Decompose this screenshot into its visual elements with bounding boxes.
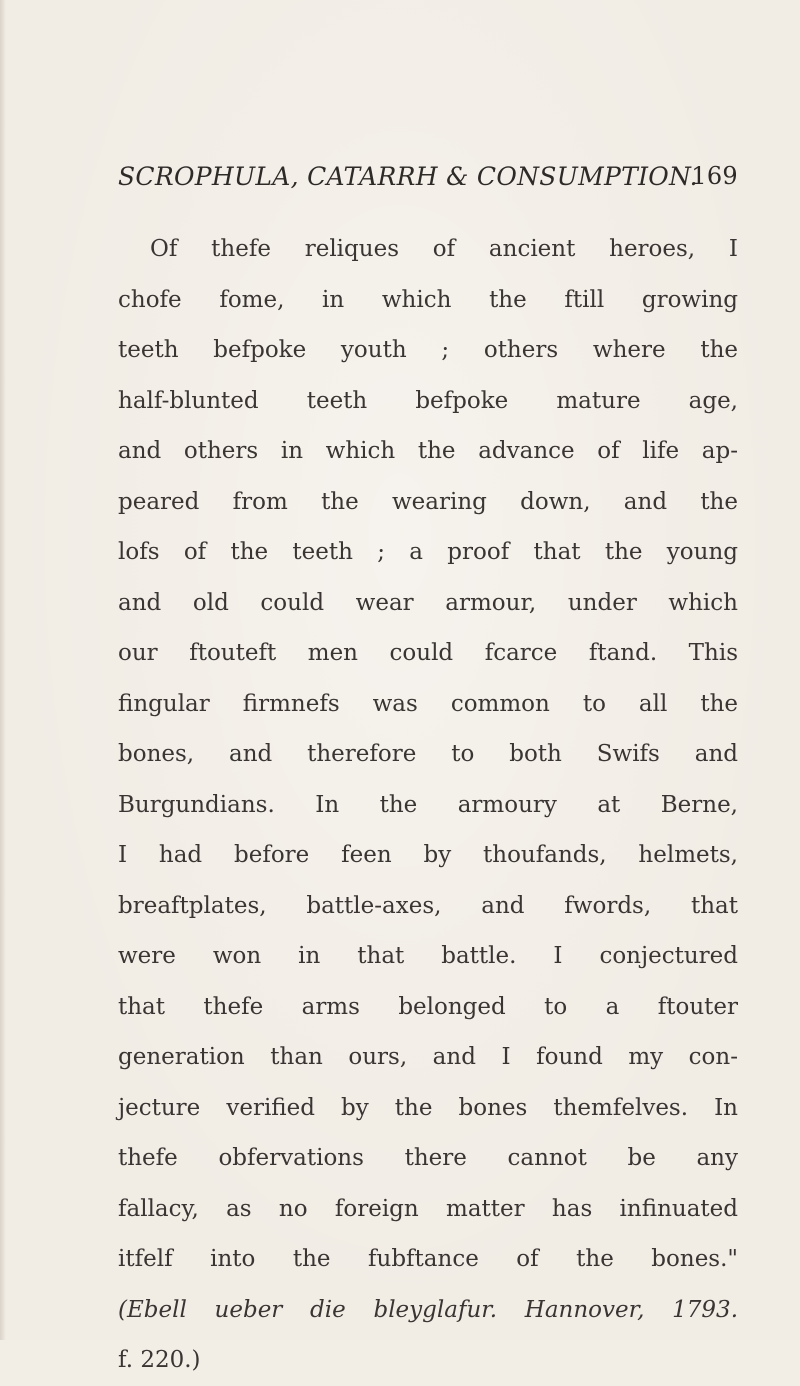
text-line: peared from the wearing down, and the <box>118 488 738 515</box>
text-line: jecture verified by the bones themfelves. In <box>118 1094 738 1121</box>
page-edge <box>0 0 6 1340</box>
text-line: our ftouteft men could fcarce ftand. This <box>118 640 738 666</box>
text-line: that thefe arms belonged to a ftouter <box>118 993 738 1020</box>
text-line: breaftplates, battle-axes, and fwords, that <box>118 892 738 919</box>
text-line: and others in which the advance of life ap- <box>118 438 738 464</box>
citation-line: f. 220.) <box>118 1347 201 1373</box>
text-line: thefe obfervations there cannot be any <box>118 1145 738 1171</box>
text-line: generation than ours, and I found my con- <box>118 1044 738 1070</box>
text-line: teeth befpoke youth ; others where the <box>118 337 738 363</box>
body-text <box>118 224 738 1386</box>
text-line: bones, and therefore to both Swifs and <box>118 741 738 767</box>
text-line: Of thefe reliques of ancient heroes, I <box>150 236 738 262</box>
running-head-title: SCROPHULA, CATARRH & CONSUMPTION. <box>118 162 698 191</box>
text-line: and old could wear armour, under which <box>118 589 738 616</box>
text-line: chofe fome, in which the ftill growing <box>118 286 738 313</box>
text-line: were won in that battle. I conjectured <box>118 943 738 969</box>
text-line: I had before feen by thoufands, helmets, <box>118 842 738 868</box>
text-line: fallacy, as no foreign matter has infinuated <box>118 1195 738 1222</box>
text-line: Burgundians. In the armoury at Berne, <box>118 791 738 818</box>
text-line: fingular firmnefs was common to all the <box>118 690 738 717</box>
text-line: half-blunted teeth befpoke mature age, <box>118 387 738 414</box>
text-line: itfelf into the fubftance of the bones." <box>118 1246 738 1272</box>
page-number: 169 <box>691 162 738 190</box>
citation-line: (Ebell ueber die bleyglafur. Hannover, 1793. <box>118 1296 738 1323</box>
running-head <box>118 162 738 202</box>
text-line: lofs of the teeth ; a proof that the young <box>118 539 738 565</box>
